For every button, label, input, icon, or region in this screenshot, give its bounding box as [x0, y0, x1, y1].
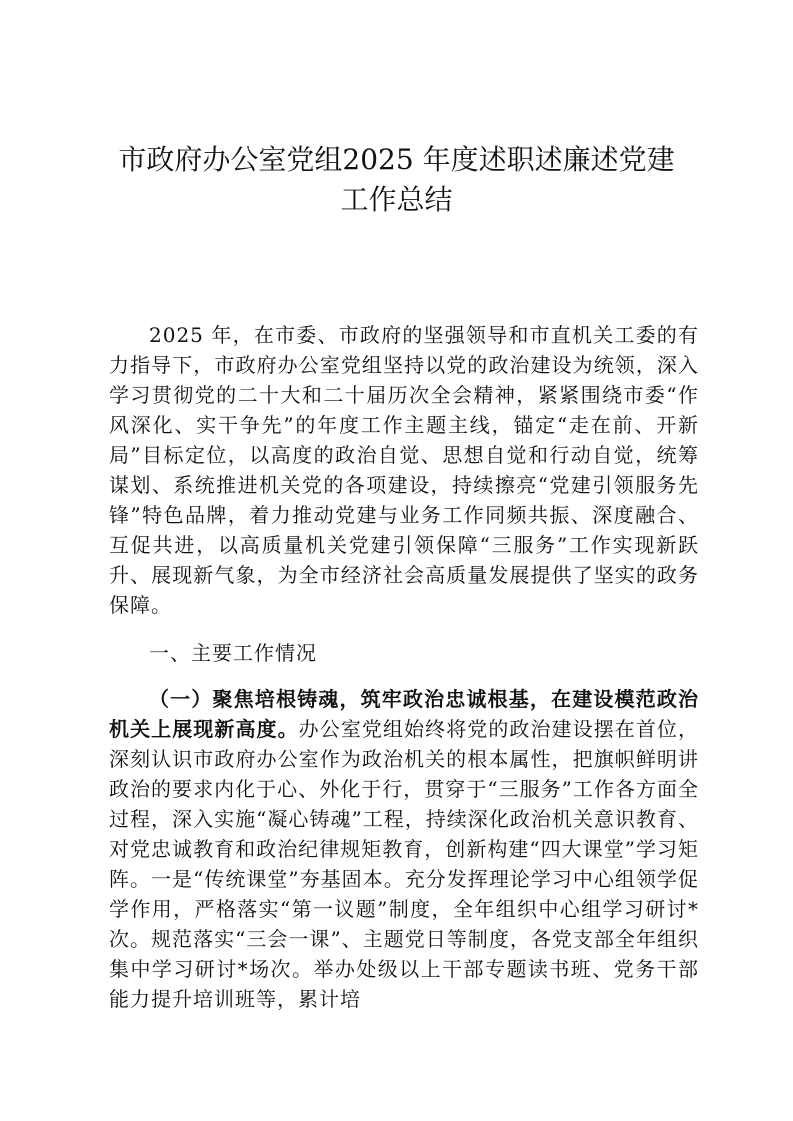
- title-line-2: 工作总结: [340, 183, 453, 216]
- document-title: [90, 140, 703, 220]
- section-paragraph: [109, 684, 699, 1014]
- title-line-1: 市政府办公室党组2025 年度述职述廉述党建: [118, 143, 675, 176]
- section-heading: 一、主要工作情况: [149, 641, 317, 665]
- paragraph-body-text: 办公室党组始终将党的政治建设摆在首位，深刻认识市政府办公室作为政治机关的根本属性，把旗帜鲜明讲政治的要求内化于心、外化于行，贯穿于“三服务”工作各方面全过程，深入实施“凝心铸魂”工程，持续深化政治机关意识教育、对党忠诚教育和政治纪律规矩教育，创新构建“四大课堂”学习矩阵。一是“传统课堂”夯基固本。充分发挥理论学习中心组领学促学作用，严格落实“第一议题”制度，全年组织中心组学习研讨*次。规范落实“三会一课”、主题党日等制度，各党支部全年组织集中学习研讨*场次。举办处级以上干部专题读书班、党务干部能力提升培训班等，累计培: [109, 717, 700, 1011]
- paragraph-lead-heading: （一）聚焦培根铸魂，筑牢政治忠诚根基，在建设模范政治机关上展现新高度。: [109, 687, 699, 741]
- intro-paragraph: 2025 年，在市委、市政府的坚强领导和市直机关工委的有力指导下，市政府办公室党组坚持以党的政治建设为统领，深入学习贯彻党的二十大和二十届历次全会精神，紧紧围绕市委“作风深化、实干争先”的年度工作主题主线，锚定“走在前、开新局”目标定位，以高度的政治自觉、思想自觉和行动自觉，统筹谋划、系统推进机关党的各项建设，持续擦亮“党建引领服务先锋”特色品牌，着力推动党建与业务工作同频共振、深度融合、互促共进，以高质量机关党建引领保障“三服务”工作实现新跃升、展现新气象，为全市经济社会高质量发展提供了坚实的政务保障。: [109, 323, 699, 617]
- document-body: [109, 320, 699, 1014]
